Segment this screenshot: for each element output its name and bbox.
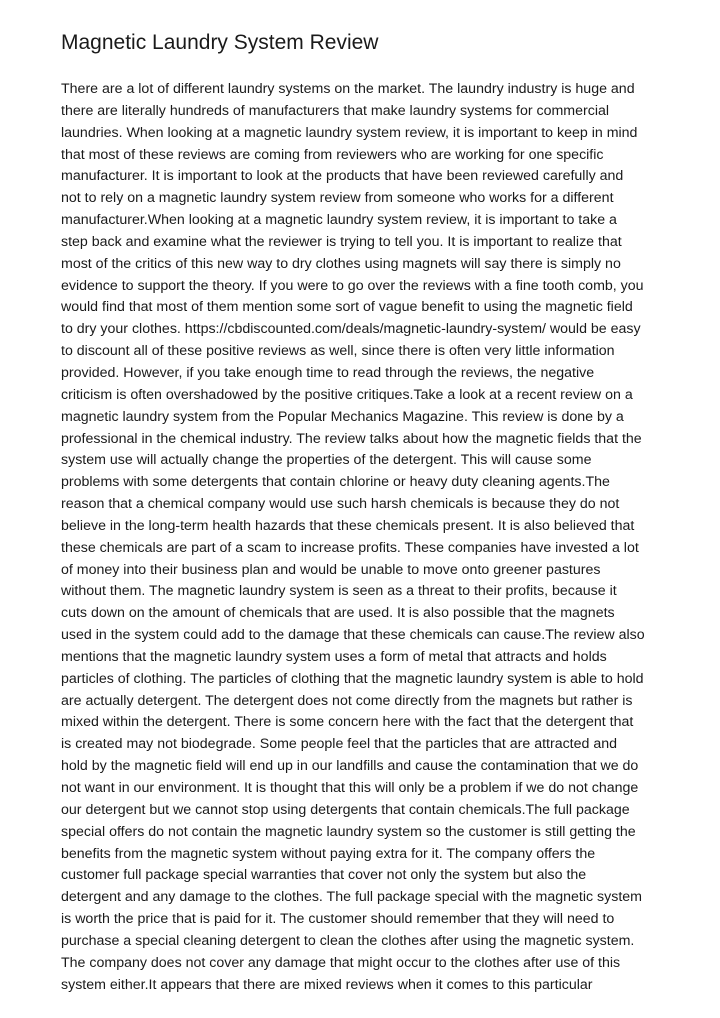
- body-text-line: would find that most of them mention some sort of vague benefit to using the magnetic field: [61, 299, 633, 316]
- body-text-line: particles of clothing. The particles of clothing that the magnetic laundry system is able to hold: [61, 670, 644, 687]
- body-text-line: There are a lot of different laundry systems on the market. The laundry industry is huge and: [61, 81, 635, 97]
- body-text-line: criticism is often overshadowed by the positive critiques.Take a look at a recent review on a: [61, 386, 633, 403]
- body-text-line: provided. However, if you take enough time to read through the reviews, the negative: [61, 364, 595, 381]
- body-text-line: is created may not biodegrade. Some people feel that the particles that are attracted and: [61, 736, 618, 753]
- document-title: Magnetic Laundry System Review: [61, 31, 379, 54]
- body-text-line: benefits from the magnetic system without paying extra for it. The company offers the: [61, 845, 596, 862]
- body-text-line: is worth the price that is paid for it. The customer should remember that they will need to: [61, 911, 615, 928]
- body-text-line: mentions that the magnetic laundry system uses a form of metal that attracts and holds: [61, 648, 607, 665]
- body-text-line: to discount all of these positive reviews as well, since there is often very little information: [61, 343, 615, 360]
- body-text-line: that most of these reviews are coming from reviewers who are working for one specific: [61, 146, 604, 163]
- body-text-line: laundries. When looking at a magnetic laundry system review, it is important to keep in mind: [61, 124, 638, 141]
- body-text-line: reason that a chemical company would use such harsh chemicals is because they do not: [61, 496, 620, 513]
- body-text-line: professional in the chemical industry. The review talks about how the magnetic fields that the: [61, 430, 642, 447]
- body-text-line: are actually detergent. The detergent does not come directly from the magnets but rather is: [61, 692, 633, 709]
- body-text-line: customer full package special warranties that cover not only the system but also the: [61, 867, 587, 884]
- body-text-line: most of the critics of this new way to dry clothes using magnets will say there is simply no: [61, 255, 621, 272]
- body-text-line: mixed within the detergent. There is some concern here with the fact that the detergent that: [61, 714, 634, 731]
- body-text-line: manufacturer.When looking at a magnetic laundry system review, it is important to take a: [61, 212, 617, 229]
- document-body: [61, 79, 671, 996]
- body-text-line: system either.It appears that there are mixed reviews when it comes to this particular: [61, 976, 593, 993]
- body-text-line: there are literally hundreds of manufacturers that make laundry systems for commercial: [61, 102, 610, 119]
- body-text-line: cuts down on the amount of chemicals that are used. It is also possible that the magnets: [61, 605, 615, 622]
- body-text-line: detergent and any damage to the clothes. The full package special with the magnetic system: [61, 889, 642, 906]
- body-text-line: our detergent but we cannot stop using detergents that contain chemicals.The full package: [61, 801, 630, 818]
- body-text-line: hold by the magnetic field will end up in our landfills and cause the contamination that we do: [61, 758, 639, 775]
- body-text-line: these chemicals are part of a scam to increase profits. These companies have invested a lot: [61, 539, 639, 556]
- body-text-line: special offers do not contain the magnetic laundry system so the customer is still getting the: [61, 823, 636, 840]
- body-text-line: step back and examine what the reviewer is trying to tell you. It is important to realize that: [61, 233, 622, 250]
- body-text-line: purchase a special cleaning detergent to clean the clothes after using the magnetic system.: [61, 932, 635, 949]
- body-text-line: not to rely on a magnetic laundry system review from someone who works for a different: [61, 190, 614, 207]
- body-text-line: problems with some detergents that contain chlorine or heavy duty cleaning agents.The: [61, 474, 610, 491]
- body-text-line: The company does not cover any damage that might occur to the clothes after use of this: [61, 954, 621, 971]
- body-text-line: system use will actually change the properties of the detergent. This will cause some: [61, 452, 592, 469]
- body-text-line: manufacturer. It is important to look at the products that have been reviewed carefully and: [61, 168, 624, 185]
- body-text-line: without them. The magnetic laundry system is seen as a threat to their profits, because it: [61, 583, 617, 600]
- body-text-line: used in the system could add to the damage that these chemicals can cause.The review also: [61, 627, 645, 644]
- body-text-line: not want in our environment. It is thought that this will only be a problem if we do not change: [61, 780, 639, 796]
- body-text-line: believe in the long-term health hazards that these chemicals present. It is also believed that: [61, 517, 635, 534]
- body-text-line: evidence to support the theory. If you were to go over the reviews with a fine tooth comb, you: [61, 277, 644, 294]
- body-text-line: to dry your clothes. https://cbdiscounted.com/deals/magnetic-laundry-system/ would be easy: [61, 321, 641, 338]
- body-text-line: of money into their business plan and would be unable to move onto greener pastures: [61, 561, 601, 578]
- body-text-line: magnetic laundry system from the Popular Mechanics Magazine. This review is done by a: [61, 408, 624, 425]
